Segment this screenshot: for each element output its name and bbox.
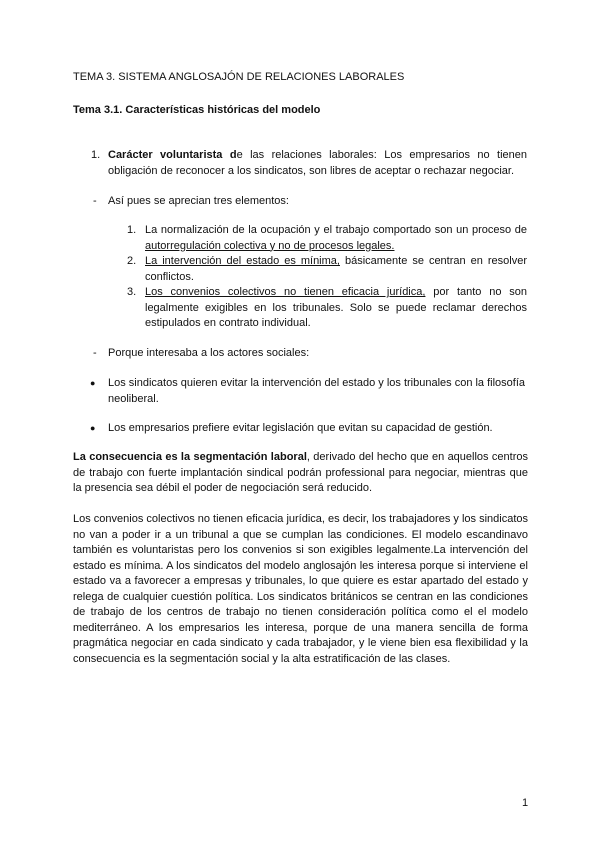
- item-bold-lead: Carácter voluntarista d: [108, 149, 237, 161]
- sub-item-number: 3.: [127, 286, 137, 298]
- sub-item-post: básicamente se centran en resolver conflictos.: [145, 255, 527, 283]
- sub-item-post: por tanto no son legalmente exigibles en los tribunales. Solo se puede reclamar derechos estipulados en contrato individual.: [145, 286, 528, 329]
- document-title: TEMA 3. SISTEMA ANGLOSAJÓN DE RELACIONES LABORALES: [73, 71, 405, 83]
- dash-text-actors: Porque interesaba a los actores sociales:: [108, 347, 310, 359]
- sub-item-underlined: La intervención del estado es mínima,: [145, 255, 340, 267]
- sub-item-underlined: autorregulación colectiva y no de procesos legales.: [145, 239, 395, 252]
- section-subtitle: Tema 3.1. Características históricas del modelo: [73, 104, 321, 116]
- bullet-marker: ●: [90, 378, 96, 388]
- sub-item-number: 2.: [127, 255, 137, 267]
- paragraph-bold-lead: La consecuencia es la segmentación laboral: [73, 451, 307, 463]
- dash-marker: -: [93, 347, 97, 359]
- sub-item-text: [145, 254, 527, 285]
- sub-item-text: [145, 285, 527, 332]
- item-number: 1.: [91, 149, 101, 161]
- page-number: 1: [522, 797, 529, 809]
- item-rest: e las relaciones laborales: Los empresarios no tienen obligación de reconocer a los sindicatos, son libres de aceptar o rechazar negociar.: [108, 149, 527, 177]
- bullet-marker: ●: [90, 423, 96, 433]
- dash-marker: -: [93, 195, 97, 207]
- paragraph-segmentation: [73, 450, 528, 497]
- dash-text-elements: Así pues se aprecian tres elementos:: [108, 195, 289, 207]
- paragraph-rest: , derivado del hecho que en aquellos centros de trabajo con fuerte implantación sindical podrán professional para negociar, mientras que la presencia sea débil el poder de negociación será reducido.: [73, 451, 528, 494]
- item-voluntarist-text: [108, 148, 527, 179]
- paragraph-conventions: Los convenios colectivos no tienen eficacia jurídica, es decir, los trabajadores y los sindicatos no van a poder ir a un tribunal a que se cumplan las condiciones. El modelo escandinavo también es voluntaristas pero los convenios si son exigibles legalmente.La intervención del estado es mínima. A los sindicatos del modelo anglosajón les interesa porque si interviene el estado va a favorecer a empresas y tribunales, lo que quiere es estar apartado del estado y relega de cualquier cuestión política. Los sindicatos británicos se centran en las condiciones de trabajo de los centros de trabajo no tienen consideración política como el el modelo mediterráneo. A los empresarios les interesa, porque de una manera sencilla de forma pragmática negociar en cada sindicato y cada trabajador, y le viene bien esa flexibilidad y la consecuencia es la segmentación social y la alta estratificación de las clases.: [73, 513, 528, 665]
- sub-item-number: 1.: [127, 224, 137, 236]
- sub-item-pre: La normalización de la ocupación y el trabajo comportado son un proceso de: [145, 224, 527, 236]
- sub-item-underlined: Los convenios colectivos no tienen eficacia jurídica,: [145, 286, 426, 298]
- bullet-text: Los sindicatos quieren evitar la intervención del estado y los tribunales con la filosofía neoliberal.: [108, 377, 526, 405]
- sub-item-text: [145, 223, 527, 254]
- bullet-text: Los empresarios prefiere evitar legislación que evitan su capacidad de gestión.: [108, 422, 493, 434]
